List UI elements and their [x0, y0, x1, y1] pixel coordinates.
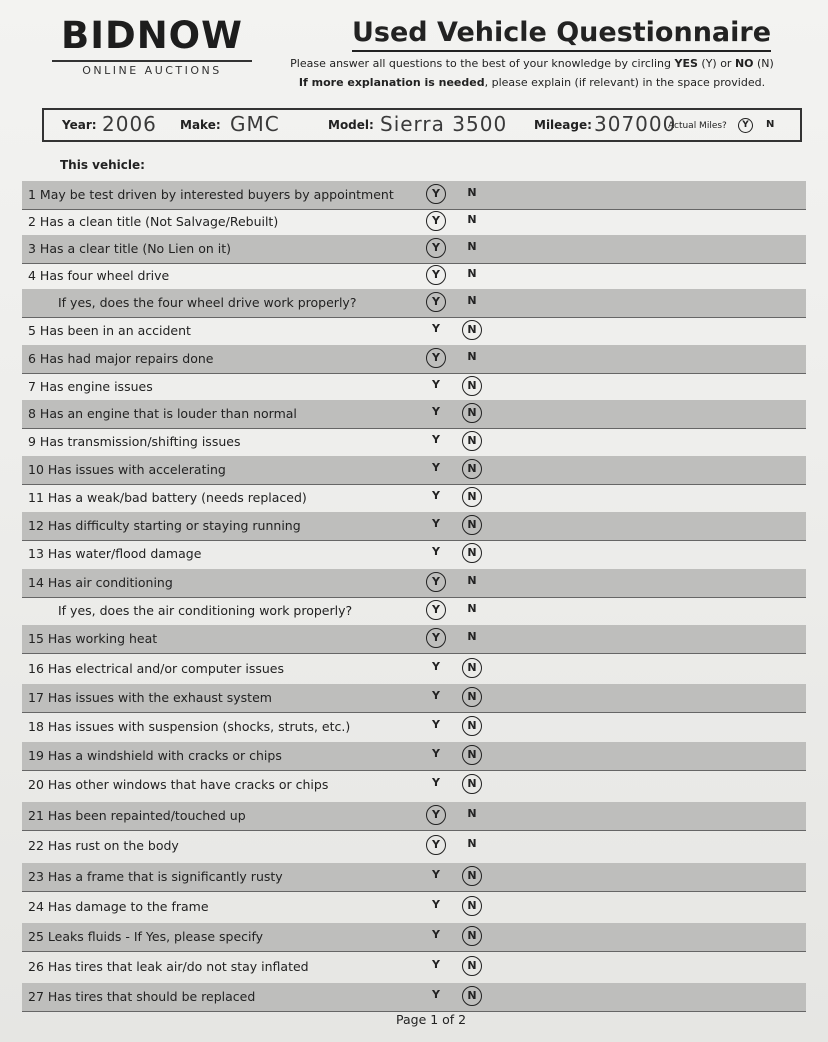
- question-row: [22, 428, 806, 456]
- answer-yes-option[interactable]: Y: [426, 572, 446, 592]
- answer-yes-option[interactable]: Y: [426, 184, 446, 204]
- answer-yes-option[interactable]: Y: [426, 265, 446, 285]
- answer-no-option[interactable]: N: [462, 896, 482, 916]
- question-row: [22, 742, 806, 771]
- answer-yes-option[interactable]: Y: [432, 718, 440, 731]
- question-text: 17 Has issues with the exhaust system: [28, 690, 272, 705]
- question-text: 9 Has transmission/shifting issues: [28, 434, 241, 449]
- question-text: 16 Has electrical and/or computer issues: [28, 661, 285, 676]
- question-row: [22, 684, 806, 713]
- answer-yes-option[interactable]: Y: [432, 928, 440, 941]
- question-row: [22, 625, 806, 654]
- question-text: 3 Has a clear title (No Lien on it): [28, 241, 231, 256]
- answer-yes-option[interactable]: Y: [426, 835, 446, 855]
- answer-no-option[interactable]: N: [462, 986, 482, 1006]
- question-text: 23 Has a frame that is significantly rusty: [28, 869, 283, 884]
- question-text: 5 Has been in an accident: [28, 323, 191, 338]
- question-row: [22, 262, 806, 290]
- answer-yes-option[interactable]: Y: [432, 689, 440, 702]
- instructions: [262, 54, 802, 92]
- answer-no-option[interactable]: N: [467, 186, 477, 199]
- answer-no-option[interactable]: N: [462, 774, 482, 794]
- answer-no-option[interactable]: N: [467, 837, 477, 850]
- make-value[interactable]: GMC: [230, 112, 280, 136]
- answer-no-option[interactable]: N: [467, 602, 477, 615]
- answer-yes-option[interactable]: Y: [432, 545, 440, 558]
- answer-yes-option[interactable]: Y: [432, 868, 440, 881]
- year-label: Year:: [62, 118, 97, 132]
- question-row: [22, 289, 806, 318]
- answer-yes-option[interactable]: Y: [432, 517, 440, 530]
- model-value[interactable]: Sierra 3500: [380, 112, 508, 136]
- answer-no-option[interactable]: N: [462, 543, 482, 563]
- question-text: 14 Has air conditioning: [28, 575, 173, 590]
- answer-yes-option[interactable]: Y: [432, 660, 440, 673]
- make-label: Make:: [180, 118, 221, 132]
- bidnow-logo: [52, 16, 252, 77]
- answer-yes-option[interactable]: Y: [432, 958, 440, 971]
- question-text: 12 Has difficulty starting or staying running: [28, 518, 301, 533]
- answer-yes-option[interactable]: Y: [426, 292, 446, 312]
- answer-yes-option[interactable]: Y: [432, 461, 440, 474]
- answer-no-option[interactable]: N: [467, 630, 477, 643]
- question-row: [22, 400, 806, 429]
- question-row: [22, 569, 806, 598]
- question-row: [22, 235, 806, 264]
- instructions-line-1: Please answer all questions to the best of your knowledge by circling YES (Y) or NO (N): [290, 57, 774, 70]
- answer-yes-option[interactable]: Y: [432, 433, 440, 446]
- answer-yes-option[interactable]: Y: [432, 405, 440, 418]
- answer-no-option[interactable]: N: [462, 956, 482, 976]
- answer-yes-option[interactable]: Y: [426, 211, 446, 231]
- question-text: 22 Has rust on the body: [28, 838, 179, 853]
- answer-no-option[interactable]: N: [467, 240, 477, 253]
- question-row: [22, 181, 806, 210]
- answer-yes-option[interactable]: Y: [432, 898, 440, 911]
- vehicle-info-box: [42, 108, 802, 142]
- question-text: 13 Has water/flood damage: [28, 546, 202, 561]
- answer-yes-option[interactable]: Y: [426, 628, 446, 648]
- question-row: [22, 832, 806, 860]
- answer-no-option[interactable]: N: [462, 487, 482, 507]
- mileage-label: Mileage:: [534, 118, 592, 132]
- answer-no-option[interactable]: N: [467, 574, 477, 587]
- question-row: [22, 512, 806, 541]
- section-heading: This vehicle:: [60, 158, 145, 172]
- answer-no-option[interactable]: N: [467, 807, 477, 820]
- question-text: 25 Leaks fluids - If Yes, please specify: [28, 929, 264, 944]
- question-text: 18 Has issues with suspension (shocks, struts, etc.): [28, 719, 351, 734]
- question-text: 27 Has tires that should be replaced: [28, 989, 256, 1004]
- question-text: 6 Has had major repairs done: [28, 351, 214, 366]
- question-text: 26 Has tires that leak air/do not stay inflated: [28, 959, 309, 974]
- answer-no-option[interactable]: N: [462, 515, 482, 535]
- question-row: [22, 484, 806, 512]
- answer-yes-option[interactable]: Y: [432, 489, 440, 502]
- question-row: [22, 345, 806, 374]
- question-row: [22, 953, 806, 981]
- answer-yes-option[interactable]: Y: [432, 776, 440, 789]
- answer-no-option[interactable]: N: [462, 320, 482, 340]
- question-row: [22, 802, 806, 831]
- answer-no-option[interactable]: N: [462, 658, 482, 678]
- model-label: Model:: [328, 118, 374, 132]
- mileage-value[interactable]: 307000: [594, 112, 677, 136]
- answer-no-option[interactable]: N: [462, 866, 482, 886]
- question-row: [22, 923, 806, 952]
- answer-yes-option[interactable]: Y: [426, 238, 446, 258]
- answer-no-option[interactable]: N: [467, 350, 477, 363]
- answer-no-option[interactable]: N: [467, 267, 477, 280]
- page-title: Used Vehicle Questionnaire: [352, 16, 771, 52]
- answer-yes-option[interactable]: Y: [426, 348, 446, 368]
- answer-yes-option[interactable]: Y: [432, 988, 440, 1001]
- answer-no-option[interactable]: N: [462, 431, 482, 451]
- answer-no-option[interactable]: N: [462, 716, 482, 736]
- question-row: [22, 771, 806, 799]
- answer-no-option[interactable]: N: [462, 745, 482, 765]
- question-row: [22, 373, 806, 401]
- actual-miles-label: Actual Miles?: [668, 121, 727, 131]
- answer-no-option[interactable]: N: [467, 213, 477, 226]
- question-row: [22, 317, 806, 345]
- question-row: [22, 713, 806, 741]
- question-text: 19 Has a windshield with cracks or chips: [28, 748, 282, 763]
- answer-yes-option[interactable]: Y: [432, 378, 440, 391]
- instructions-line-2: If more explanation is needed, please explain (if relevant) in the space provided.: [298, 76, 766, 89]
- question-text: 1 May be test driven by interested buyers by appointment: [28, 187, 394, 202]
- question-row: [22, 893, 806, 921]
- answer-no-option[interactable]: N: [467, 294, 477, 307]
- question-row: [22, 655, 806, 683]
- question-text: 20 Has other windows that have cracks or chips: [28, 777, 329, 792]
- question-row: [22, 540, 806, 568]
- answer-no-option[interactable]: N: [462, 403, 482, 423]
- question-text: 8 Has an engine that is louder than normal: [28, 406, 297, 421]
- question-text: 21 Has been repainted/touched up: [28, 808, 246, 823]
- question-text: 4 Has four wheel drive: [28, 268, 170, 283]
- question-text: 11 Has a weak/bad battery (needs replaced): [28, 490, 307, 505]
- actual-miles-yes[interactable]: Y: [738, 118, 753, 133]
- answer-yes-option[interactable]: Y: [432, 322, 440, 335]
- answer-yes-option[interactable]: Y: [426, 805, 446, 825]
- answer-no-option[interactable]: N: [462, 926, 482, 946]
- question-text: 2 Has a clean title (Not Salvage/Rebuilt): [28, 214, 279, 229]
- logo-wordmark: BIDNOW: [61, 14, 243, 57]
- question-text: 24 Has damage to the frame: [28, 899, 209, 914]
- answer-yes-option[interactable]: Y: [426, 600, 446, 620]
- question-row: [22, 456, 806, 485]
- question-text: If yes, does the air conditioning work properly?: [58, 603, 353, 618]
- question-row: [22, 863, 806, 892]
- question-text: 15 Has working heat: [28, 631, 158, 646]
- question-row: [22, 983, 806, 1012]
- logo-tagline: ONLINE AUCTIONS: [82, 64, 222, 77]
- answer-no-option[interactable]: N: [462, 459, 482, 479]
- page-number: Page 1 of 2: [396, 1012, 467, 1027]
- logo-divider: [52, 60, 252, 62]
- answer-no-option[interactable]: N: [462, 376, 482, 396]
- question-row: [22, 597, 806, 625]
- year-value[interactable]: 2006: [102, 112, 157, 136]
- answer-yes-option[interactable]: Y: [432, 747, 440, 760]
- question-row: [22, 208, 806, 236]
- question-text: 10 Has issues with accelerating: [28, 462, 226, 477]
- question-text: If yes, does the four wheel drive work properly?: [58, 295, 357, 310]
- actual-miles-no[interactable]: N: [766, 119, 775, 130]
- question-text: 7 Has engine issues: [28, 379, 153, 394]
- answer-no-option[interactable]: N: [462, 687, 482, 707]
